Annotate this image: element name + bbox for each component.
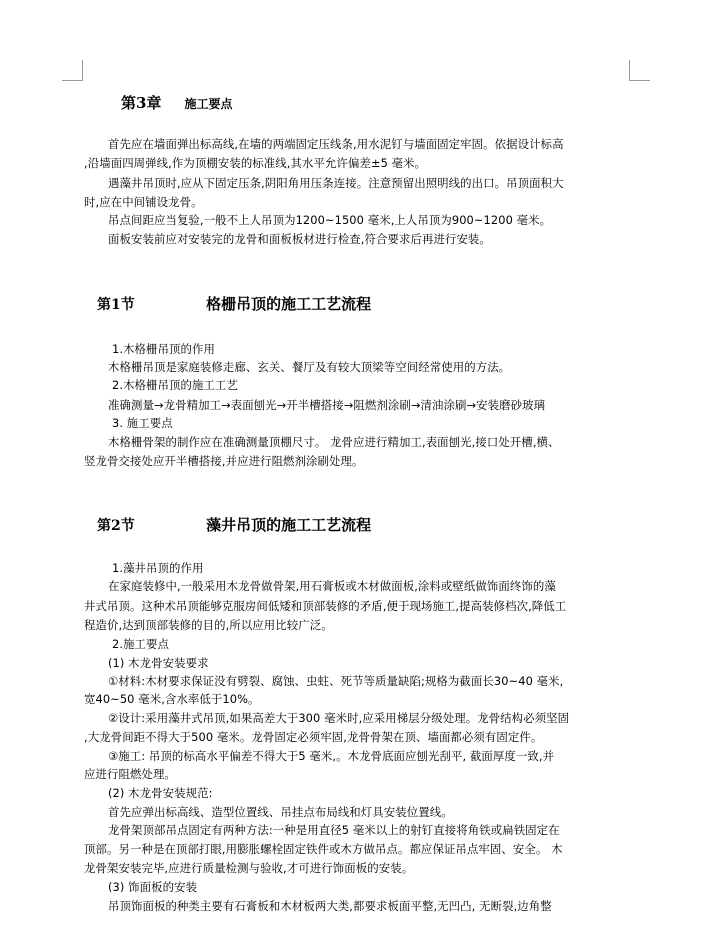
section-2-line: ③施工: 吊顶的标高水平偏差不得大于5 毫米,。木龙骨底面应刨光刮平, 截面厚度一致,并 [108,749,555,763]
section-1-heading [97,293,371,314]
paragraph-line: ,沿墙面四周弹线,作为顶棚安装的标准线,其水平允许偏差±5 毫米。 [84,156,427,170]
section-2-line: 龙骨架安装完毕,应进行质量检测与验收,才可进行饰面板的安装。 [84,861,414,875]
section-1-line: 1.木格栅吊顶的作用 [112,342,215,356]
section-2-line: ②设计:采用藻井式吊顶,如果高差大于300 毫米时,应采用梯层分级处理。龙骨结构必须坚固 [108,711,570,725]
section-1-number: 第1节 [97,297,135,313]
section-1-line: 木格栅骨架的制作应在准确测量顶棚尺寸。 龙骨应进行精加工,表面刨光,接口处开槽,横、 [108,435,560,449]
section-2-line: (3) 饰面板的安装 [108,880,198,894]
section-1-title: 格栅吊顶的施工工艺流程 [206,295,372,313]
section-2-heading [97,514,371,535]
paragraph-line: 首先应在墙面弹出标高线,在墙的两端固定压线条,用水泥钉与墙面固定牢固。依据设计标高 [108,137,564,151]
section-2-line: 程造价,达到顶部装修的目的,所以应用比较广泛。 [84,618,333,632]
section-2-title: 藻井吊顶的施工工艺流程 [206,516,372,534]
section-2-line: 吊顶饰面板的种类主要有石膏板和木材板两大类,都要求板面平整,无凹凸, 无断裂,边角整 [108,899,552,913]
section-1-line: 2.木格栅吊顶的施工工艺 [112,378,238,392]
section-2-line: 应进行阻燃处理。 [84,767,176,781]
paragraph-line: 时,应在中间铺设龙骨。 [84,195,203,209]
chapter-title: 施工要点 [184,97,233,111]
section-2-line: 首先应弹出标高线、造型位置线、吊挂点布局线和灯具安装位置线。 [108,805,453,819]
section-1-line: 3. 施工要点 [112,416,173,430]
section-2-number: 第2节 [97,518,135,534]
section-2-line: ,大龙骨间距不得大于500 毫米。龙骨固定必须牢固,龙骨骨架在顶、墙面都必须有固定件。 [84,730,543,744]
chapter-heading [121,92,233,113]
section-2-line: 1.藻井吊顶的作用 [112,561,204,575]
section-2-line: (1) 木龙骨安装要求 [108,656,209,670]
section-2-line: (2) 木龙骨安装规范: [108,786,213,800]
section-2-line: 龙骨架顶部吊点固定有两种方法:一种是用直径5 毫米以上的射钉直接将角铁或扁铁固定在 [108,823,560,837]
crop-mark-top-left [62,60,83,81]
section-1-line: 木格栅吊顶是家庭装修走廊、玄关、餐厅及有较大顶梁等空间经常使用的方法。 [108,360,511,374]
section-2-line: 井式吊顶。这种术吊顶能够克服房间低矮和顶部装修的矛盾,便于现场施工,提高装修档次,降低工 [84,599,567,613]
paragraph-line: 遇藻井吊顶时,应从下固定压条,阴阳角用压条连接。注意预留出照明线的出口。吊顶面积大 [108,176,564,190]
section-2-line: 宽40~50 毫米,含水率低于10%。 [84,692,260,706]
chapter-number: 第3章 [121,94,162,112]
section-2-line: 2.施工要点 [112,637,170,651]
section-2-line: ①材料:木材要求保证没有劈裂、腐蚀、虫蛀、死节等质量缺陷;规格为截面长30~40 毫米, [108,674,564,688]
section-2-line: 顶部。另一种是在顶部打眼,用膨胀螺栓固定铁件或木方做吊点。都应保证吊点牢固、安全。 木 [84,842,563,856]
process-flow-line: 准确测量→龙骨精加工→表面刨光→开半槽搭接→阻燃剂涂刷→清油涂刷→安装磨砂玻璃 [108,398,546,412]
crop-mark-top-right [629,60,650,81]
paragraph-line: 吊点间距应当复验,一般不上人吊顶为1200~1500 毫米,上人吊顶为900~1200 毫米。 [108,213,552,227]
section-2-line: 在家庭装修中,一般采用木龙骨做骨架,用石膏板或木材做面板,涂料或壁纸做饰面终饰的藻 [108,579,556,593]
section-1-line: 竖龙骨交接处应开半槽搭接,并应进行阻燃剂涂刷处理。 [84,454,364,468]
paragraph-line: 面板安装前应对安装完的龙骨和面板板材进行检查,符合要求后再进行安装。 [108,232,491,246]
